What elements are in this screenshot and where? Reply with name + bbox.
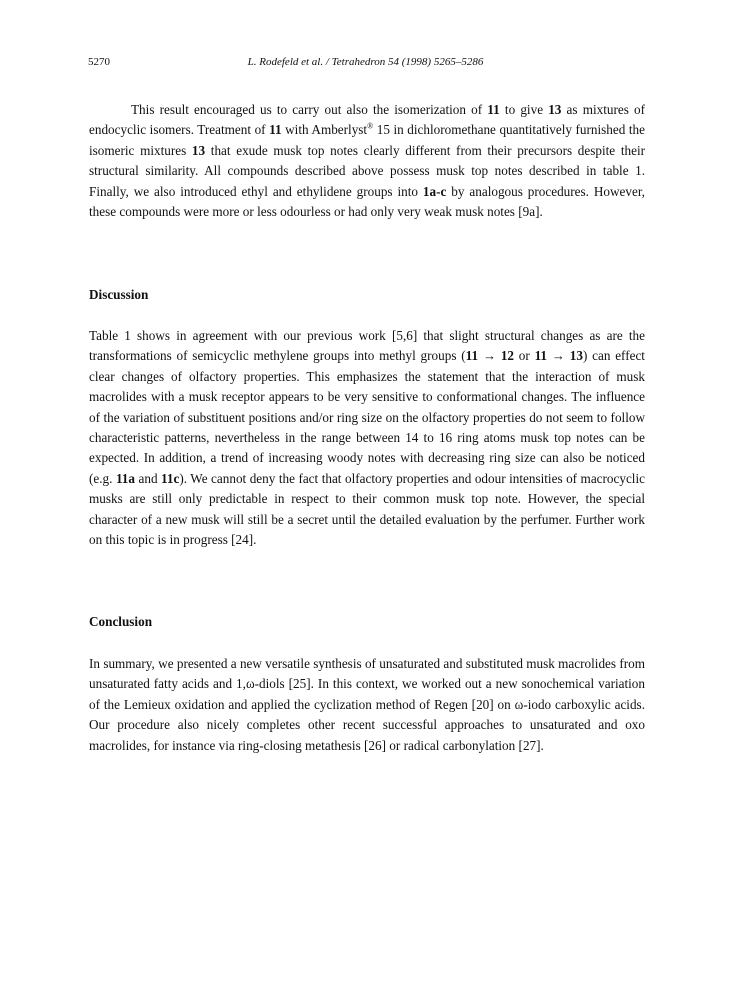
page-number: 5270 — [88, 56, 110, 68]
intro-paragraph: This result encouraged us to carry out also the isomerization of 11 to give 13 as mixtures of endocyclic isomers. Treatment of 11 with Amberlyst® 15 in dichloromethane quantitatively furnished the isomeric mixtures 13 that exude musk top notes clearly different from their precursors despite their structural similarity. All compounds described above possess musk top notes described in table 1. Finally, we also introduced ethyl and ethylidene groups into 1a-c by analogous procedures. However, these compounds were more or less odourless or had only very weak musk notes [9a]. — [89, 102, 646, 220]
running-head: L. Rodefeld et al. / Tetrahedron 54 (1998) 5265–5286 — [247, 56, 484, 68]
discussion-heading: Discussion — [89, 287, 149, 302]
conclusion-heading: Conclusion — [89, 614, 153, 629]
conclusion-paragraph: In summary, we presented a new versatile synthesis of unsaturated and substituted musk macrolides from unsaturated fatty acids and 1,ω-diols [25]. In this context, we worked out a new sonochemical variation of the Lemieux oxidation and applied the cyclization method of Regen [20] on ω-iodo carboxylic acids. Our procedure also nicely completes other recent successful approaches to unsaturated and oxo macrolides, for instance via ring-closing metathesis [26] or radical carbonylation [27]. — [89, 656, 645, 753]
discussion-paragraph: Table 1 shows in agreement with our previous work [5,6] that slight structural changes as are the transformations of semicyclic methylene groups into methyl groups (11 → 12 or 11 → 13) can effect clear changes of olfactory properties. This emphasizes the statement that the interaction of musk macrolides with a musk receptor appears to be very sensitive to conformational changes. The influence of the variation of substituent positions and/or ring size on the olfactory properties do not seem to follow characteristic patterns, nevertheless in the range between 14 to 16 ring atoms musk top notes can be expected. In addition, a trend of increasing woody notes with decreasing ring size can also be noticed (e.g. 11a and 11c). We cannot deny the fact that olfactory properties and odour intensities of macrocyclic musks are still only predictable in respect to their common musk top note. However, the special character of a new musk will still be a secret until the detailed evaluation by the perfumer. Further work on this topic is in progress [24]. — [89, 328, 645, 548]
